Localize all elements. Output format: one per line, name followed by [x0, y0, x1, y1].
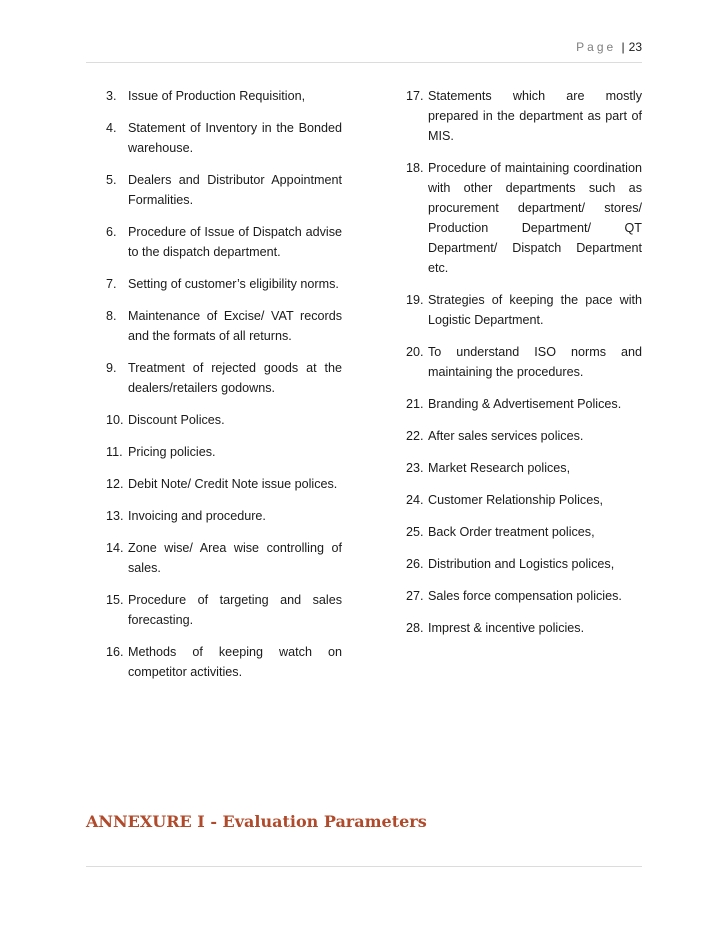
- list-item: [406, 554, 642, 574]
- list-item-text: After sales services polices.: [428, 429, 584, 443]
- list-item-number: 14.: [106, 541, 124, 555]
- list-item-text: Branding & Advertisement Polices.: [428, 397, 622, 411]
- list-item-text: Sales force compensation policies.: [428, 589, 622, 603]
- list-item: [406, 586, 642, 606]
- list-item-number: 28.: [406, 621, 424, 635]
- list-item: [406, 490, 642, 510]
- list-item: [106, 170, 342, 210]
- list-item-text: Methods of keeping watch on competitor activities.: [128, 645, 342, 679]
- list-item-number: 22.: [406, 429, 424, 443]
- list-item: [106, 474, 342, 494]
- list-item: [106, 590, 342, 630]
- list-item-number: 12.: [106, 477, 124, 491]
- list-item: [406, 290, 642, 330]
- list-item-text: Procedure of Issue of Dispatch advise to the dispatch department.: [128, 225, 342, 259]
- list-item-number: 9.: [106, 361, 117, 375]
- list-item-text: Zone wise/ Area wise controlling of sales.: [128, 541, 342, 575]
- page-label: Page: [576, 40, 617, 54]
- list-item-text: Maintenance of Excise/ VAT records and the formats of all returns.: [128, 309, 342, 343]
- list-item-text: Strategies of keeping the pace with Logistic Department.: [428, 293, 642, 327]
- list-item-text: Pricing policies.: [128, 445, 216, 459]
- list-item-text: Market Research polices,: [428, 461, 571, 475]
- list-item-number: 27.: [406, 589, 424, 603]
- list-item-number: 7.: [106, 277, 117, 291]
- list-item-number: 10.: [106, 413, 124, 427]
- header-separator: |: [621, 40, 625, 54]
- list-item-number: 17.: [406, 89, 424, 103]
- list-item: [406, 618, 642, 638]
- list-item-text: Imprest & incentive policies.: [428, 621, 585, 635]
- left-column: [106, 86, 342, 694]
- list-item: [106, 118, 342, 158]
- list-item-text: Distribution and Logistics polices,: [428, 557, 615, 571]
- list-item: [106, 306, 342, 346]
- list-item: [406, 458, 642, 478]
- right-column: [406, 86, 642, 650]
- list-item-number: 16.: [106, 645, 124, 659]
- list-item: [406, 158, 642, 278]
- list-item: [106, 538, 342, 578]
- list-item: [106, 642, 342, 682]
- list-item-number: 24.: [406, 493, 424, 507]
- annexure-heading: ANNEXURE I - Evaluation Parameters: [86, 812, 427, 831]
- list-item-text: Invoicing and procedure.: [128, 509, 266, 523]
- list-item-number: 20.: [406, 345, 424, 359]
- list-item-text: Setting of customer’s eligibility norms.: [128, 277, 339, 291]
- list-item-text: Procedure of maintaining coordination with other departments such as procurement department/ stores/ Production Department/ QT Department/ Dispatch Department etc.: [428, 161, 642, 275]
- list-item: [406, 522, 642, 542]
- list-item-text: Statements which are mostly prepared in the department as part of MIS.: [428, 89, 642, 143]
- footer-rule: [86, 866, 642, 867]
- list-item-number: 25.: [406, 525, 424, 539]
- list-item-text: Procedure of targeting and sales forecasting.: [128, 593, 342, 627]
- list-item: [106, 410, 342, 430]
- list-item-number: 23.: [406, 461, 424, 475]
- header-rule: [86, 62, 642, 63]
- list-item-text: Statement of Inventory in the Bonded warehouse.: [128, 121, 342, 155]
- list-item: [106, 358, 342, 398]
- page-header: [576, 40, 642, 54]
- list-item: [406, 342, 642, 382]
- list-item-number: 26.: [406, 557, 424, 571]
- list-item: [406, 394, 642, 414]
- list-item-number: 19.: [406, 293, 424, 307]
- list-item-number: 11.: [106, 445, 123, 459]
- list-item-number: 21.: [406, 397, 424, 411]
- list-item-text: Dealers and Distributor Appointment Formalities.: [128, 173, 342, 207]
- list-item-number: 15.: [106, 593, 124, 607]
- list-item-text: Customer Relationship Polices,: [428, 493, 603, 507]
- list-item: [106, 222, 342, 262]
- list-item-text: Treatment of rejected goods at the dealers/retailers godowns.: [128, 361, 342, 395]
- list-item-number: 8.: [106, 309, 117, 323]
- list-item-number: 5.: [106, 173, 117, 187]
- list-item-number: 4.: [106, 121, 117, 135]
- list-item: [406, 426, 642, 446]
- page-number: 23: [628, 40, 642, 54]
- list-item-text: Back Order treatment polices,: [428, 525, 595, 539]
- list-item-text: Debit Note/ Credit Note issue polices.: [128, 477, 338, 491]
- list-item-number: 13.: [106, 509, 124, 523]
- list-item: [106, 442, 342, 462]
- list-item: [106, 86, 342, 106]
- list-item: [106, 506, 342, 526]
- list-item: [106, 274, 342, 294]
- list-item-number: 18.: [406, 161, 424, 175]
- list-item-text: Issue of Production Requisition,: [128, 89, 306, 103]
- list-item-number: 6.: [106, 225, 117, 239]
- list-item-text: To understand ISO norms and maintaining the procedures.: [428, 345, 642, 379]
- list-item: [406, 86, 642, 146]
- list-item-number: 3.: [106, 89, 117, 103]
- list-item-text: Discount Polices.: [128, 413, 225, 427]
